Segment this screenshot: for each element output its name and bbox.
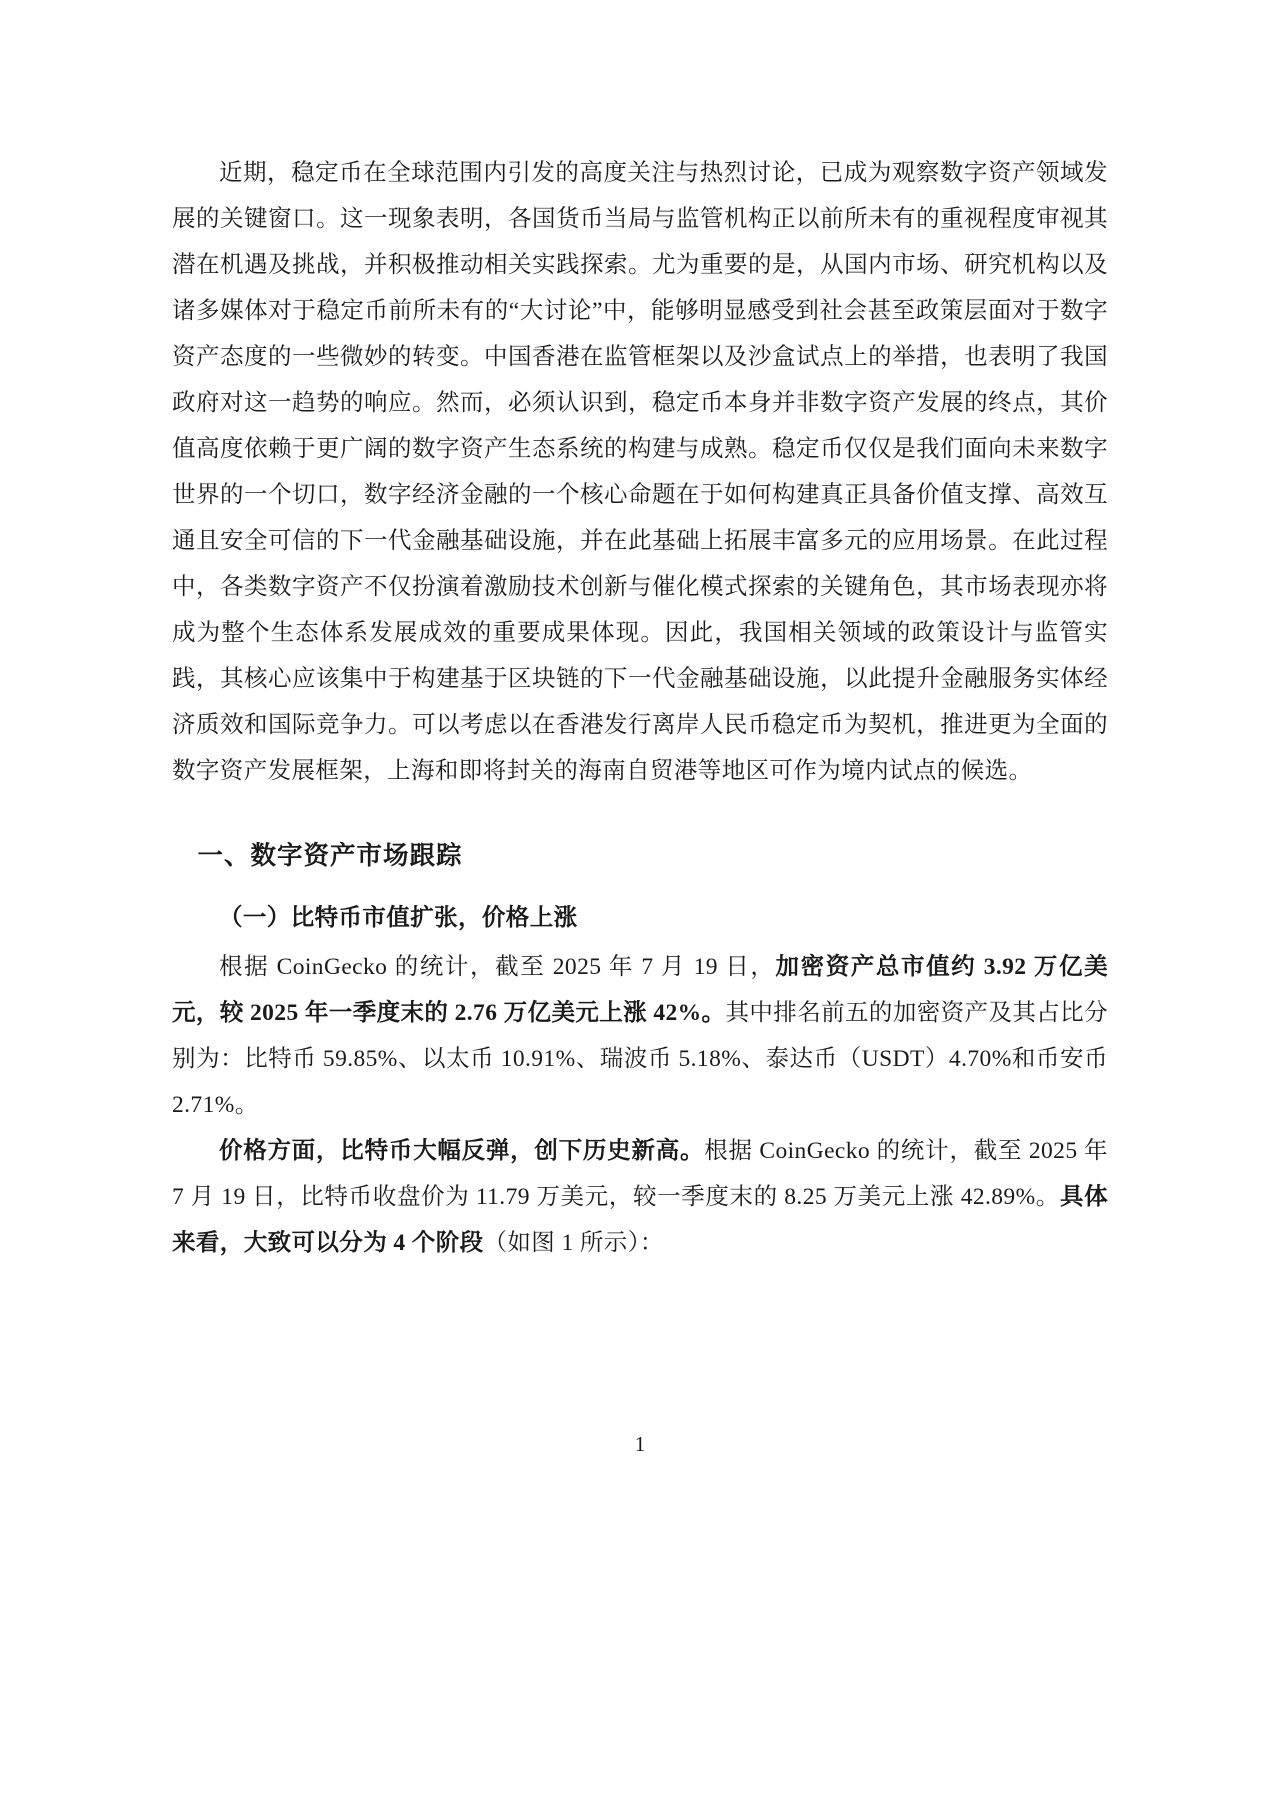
market-text-part2: 其中排名前五的加密资产及其占比分别为：比特币 59.85%、以太币 10.91%、瑞波币 5.18%、泰达币（USDT）4.70%和币安币 2.71%。 (172, 1000, 1108, 1118)
market-text-part1: 根据 CoinGecko 的统计，截至 2025 年 7 月 19 日， (219, 954, 776, 980)
page-number: 1 (634, 1432, 646, 1456)
page-content (172, 150, 1108, 1266)
section-heading: 一、数字资产市场跟踪 (197, 841, 463, 870)
price-text-bold2: 具体来看，大致可以分为 4 个阶段 (172, 1184, 1108, 1256)
subsection-heading: （一）比特币市值扩张，价格上涨 (219, 905, 578, 931)
price-text-part1: 根据 CoinGecko 的统计，截至 2025 年 7 月 19 日，比特币收盘价为 11.79 万美元，较一季度末的 8.25 万美元上涨 42.89%。 (172, 1138, 1109, 1210)
price-text-bold1: 价格方面，比特币大幅反弹，创下历史新高。 (219, 1138, 705, 1164)
price-text-part2: （如图 1 所示）： (483, 1230, 664, 1256)
intro-paragraph: 近期，稳定币在全球范围内引发的高度关注与热烈讨论，已成为观察数字资产领域发展的关键窗口。这一现象表明，各国货币当局与监管机构正以前所未有的重视程度审视其潜在机遇及挑战，并积极推动相关实践探索。尤为重要的是，从国内市场、研究机构以及诸多媒体对于稳定币前所未有的“大讨论”中，能够明显感受到社会甚至政策层面对于数字资产态度的一些微妙的转变。中国香港在监管框架以及沙盒试点上的举措，也表明了我国政府对这一趋势的响应。然而，必须认识到，稳定币本身并非数字资产发展的终点，其价值高度依赖于更广阔的数字资产生态系统的构建与成熟。稳定币仅仅是我们面向未来数字世界的一个切口，数字经济金融的一个核心命题在于如何构建真正具备价值支撑、高效互通且安全可信的下一代金融基础设施，并在此基础上拓展丰富多元的应用场景。在此过程中，各类数字资产不仅扮演着激励技术创新与催化模式探索的关键角色，其市场表现亦将成为整个生态体系发展成效的重要成果体现。因此，我国相关领域的政策设计与监管实践，其核心应该集中于构建基于区块链的下一代金融基础设施，以此提升金融服务实体经济质效和国际竞争力。可以考虑以在香港发行离岸人民币稳定币为契机，推进更为全面的数字资产发展框架，上海和即将封关的海南自贸港等地区可作为境内试点的候选。 (172, 160, 1108, 784)
market-text-bold1: 加密资产总市值约 3.92 万亿美元，较 2025 年一季度末的 2.76 万亿美元上涨 42%。 (172, 954, 1108, 1026)
price-paragraph (172, 1128, 1108, 1266)
market-cap-paragraph (172, 944, 1108, 1128)
